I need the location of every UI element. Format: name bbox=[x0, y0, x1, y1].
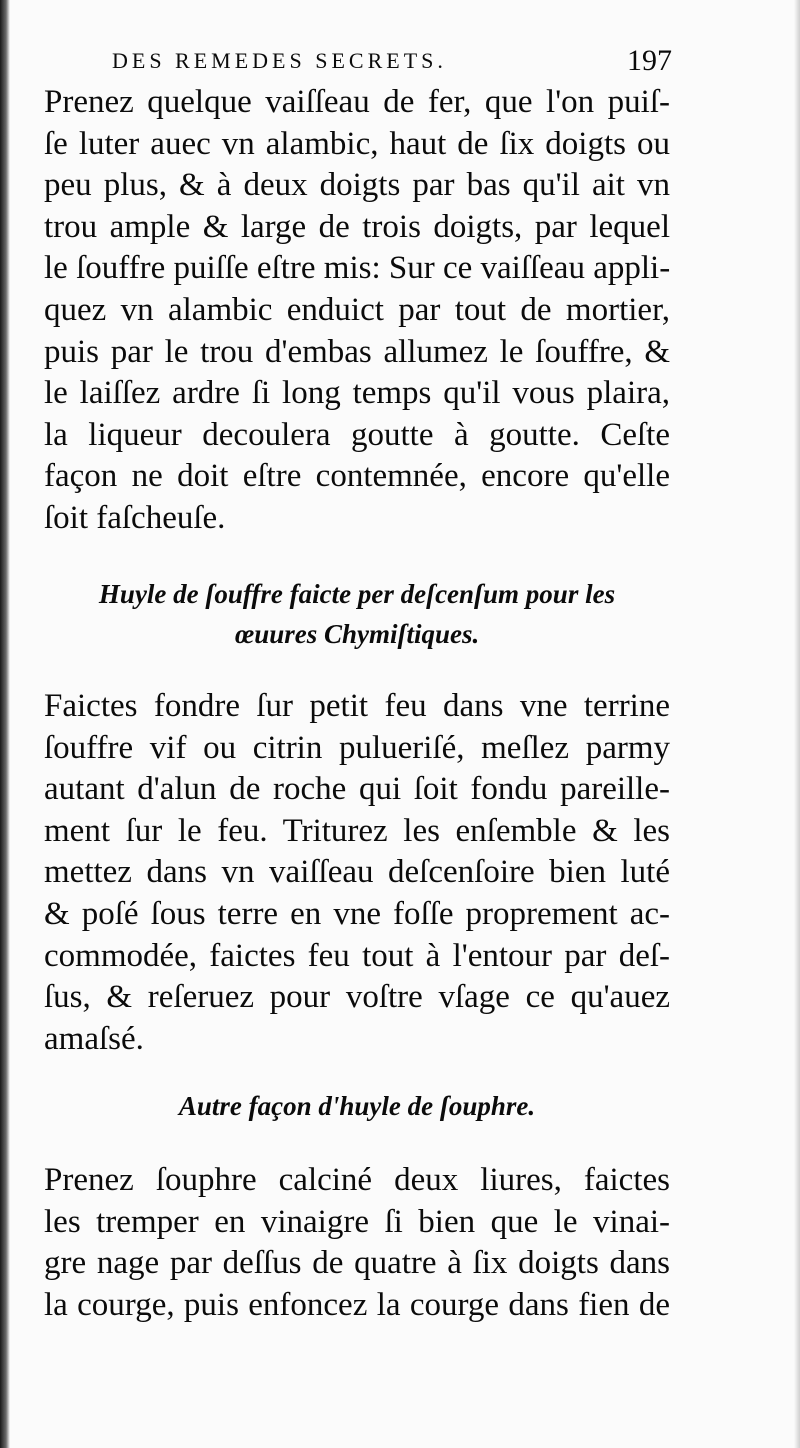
text-line: amaſsé. bbox=[44, 1020, 144, 1057]
text-line: Prenez ſouphre calciné deux liures, faictes bbox=[44, 1162, 670, 1198]
text-line: ſe luter auec vn alambic, haut de ſix doigts ou bbox=[44, 125, 670, 162]
text-line: la liqueur decoulera goutte à goutte. Ceſte bbox=[44, 416, 670, 453]
text-line: les tremper en vinaigre ſi bien que le vinai- bbox=[44, 1203, 670, 1240]
page-header bbox=[112, 42, 672, 82]
page-number: 197 bbox=[627, 44, 672, 77]
text-line: Prenez quelque vaiſſeau de fer, que l'on puiſ- bbox=[44, 84, 670, 120]
section-heading-2 bbox=[44, 1086, 670, 1126]
paragraph-2 bbox=[44, 686, 670, 1060]
text-line: le ſouffre puiſſe eſtre mis: Sur ce vaiſſeau appli- bbox=[44, 250, 670, 287]
text-line: puis par le trou d'embas allumez le ſouffre, & bbox=[44, 333, 670, 370]
binding-shadow bbox=[0, 0, 10, 1448]
text-line: trou ample & large de trois doigts, par lequel bbox=[44, 208, 670, 245]
paragraph-1 bbox=[44, 82, 670, 540]
text-line: ſoit faſcheuſe. bbox=[44, 499, 226, 536]
text-line: la courge, puis enfoncez la courge dans fien de bbox=[44, 1286, 670, 1323]
text-line: commodée, faictes feu tout à l'entour par deſ- bbox=[44, 937, 670, 974]
text-line: autant d'alun de roche qui ſoit fondu pareille- bbox=[44, 771, 670, 808]
text-line: ment ſur le feu. Triturez les enſemble & les bbox=[44, 812, 670, 849]
text-line: mettez dans vn vaiſſeau deſcenſoire bien luté bbox=[44, 854, 670, 891]
text-line: gre nage par deſſus de quatre à ſix doigts dans bbox=[44, 1245, 670, 1282]
text-line: ſus, & reſeruez pour voſtre vſage ce qu'auez bbox=[44, 979, 670, 1016]
text-line: Faictes fondre ſur petit feu dans vne terrine bbox=[44, 688, 670, 724]
text-line: ſouffre vif ou citrin pulueriſé, meſlez parmy bbox=[44, 729, 670, 766]
heading-line: œuures Chymiſtiques. bbox=[234, 619, 480, 649]
heading-line: Autre façon d'huyle de ſouphre. bbox=[178, 1091, 536, 1121]
page-edge bbox=[794, 0, 800, 1448]
heading-line: Huyle de ſouffre faicte per deſcenſum pour les bbox=[98, 579, 616, 609]
paragraph-3 bbox=[44, 1160, 670, 1326]
text-line: quez vn alambic enduict par tout de mortier, bbox=[44, 291, 670, 328]
running-head: DES REMEDES SECRETS. bbox=[112, 48, 447, 73]
text-line: & poſé ſous terre en vne foſſe proprement ac- bbox=[44, 895, 670, 932]
text-line: façon ne doit eſtre contemnée, encore qu'elle bbox=[44, 458, 670, 495]
text-line: peu plus, & à deux doigts par bas qu'il ait vn bbox=[44, 167, 670, 204]
text-line: le laiſſez ardre ſi long temps qu'il vous plaira, bbox=[44, 375, 670, 412]
section-heading-1 bbox=[44, 574, 670, 654]
